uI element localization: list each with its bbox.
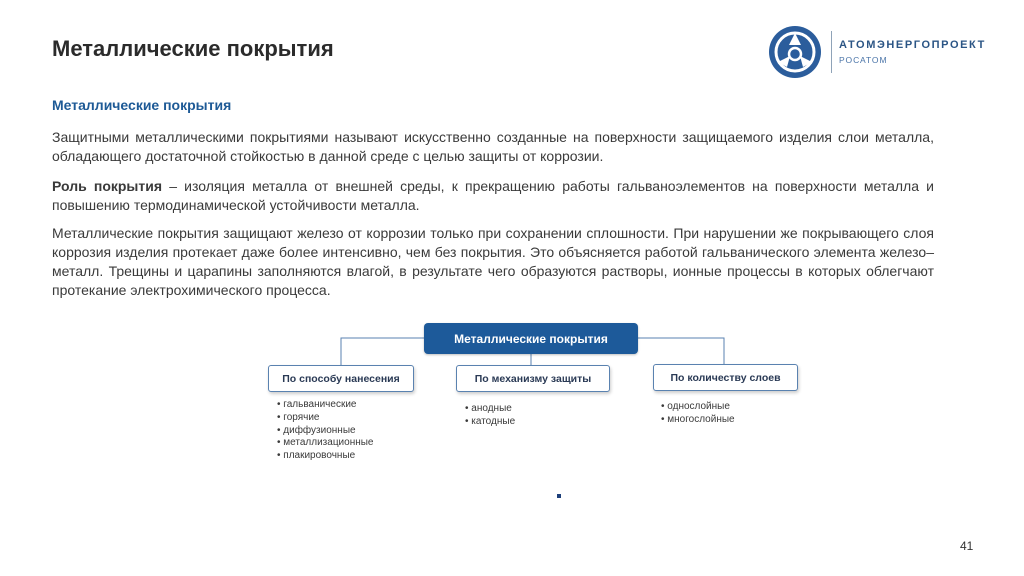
category-box-layers: По количеству слоев <box>653 364 798 391</box>
slide-title: Металлические покрытия <box>52 36 334 61</box>
list-item: • однослойные <box>661 401 735 414</box>
category-box-mechanism: По механизму защиты <box>456 365 610 392</box>
connector-right <box>638 338 724 364</box>
list-item: • анодные <box>465 403 515 416</box>
protection-mechanism-list <box>465 403 515 429</box>
diagram-root-box: Металлические покрытия <box>424 323 638 354</box>
company-logo <box>768 25 988 85</box>
paragraph-role-text: – изоляция металла от внешней среды, к прекращению работы гальваноэлементов на поверхности металла и повышению термодинамической устойчивости металла. <box>52 178 934 213</box>
list-item: • плакировочные <box>277 450 374 463</box>
list-item: • гальванические <box>277 399 374 412</box>
list-item: • многослойные <box>661 414 735 427</box>
logo-company-sub: РОСАТОМ <box>839 55 888 65</box>
paragraph-role <box>52 177 934 215</box>
list-item: • горячие <box>277 412 374 425</box>
rosatom-emblem-icon <box>768 25 822 79</box>
logo-divider <box>831 31 832 73</box>
page-number: 41 <box>960 539 974 553</box>
section-subtitle: Металлические покрытия <box>52 97 232 113</box>
paragraph-continuity: Металлические покрытия защищают железо от коррозии только при сохранении сплошности. При нарушении же покрывающего слоя коррозия изделия протекает даже более интенсивно, чем без покрытия. Это объясняется работой гальванического элемента железо–металл. Трещины и царапины заполняются влагой, в результате чего образуются растворы, ионные процессы в которых облегчают протекание электрохимического процесса. <box>52 225 934 298</box>
decorative-dot <box>557 494 561 498</box>
connector-left <box>341 338 424 365</box>
paragraph-role-term: Роль покрытия <box>52 178 163 194</box>
paragraph-definition: Защитными металлическими покрытиями называют искусственно созданные на поверхности защищаемого изделия слои металла, обладающего достаточной стойкостью в данной среде с целью защиты от коррозии. <box>52 129 934 164</box>
logo-company-name: АТОМЭНЕРГОПРОЕКТ <box>839 39 986 51</box>
list-item: • металлизационные <box>277 437 374 450</box>
list-item: • диффузионные <box>277 425 374 438</box>
layer-count-list <box>661 401 735 427</box>
list-item: • катодные <box>465 416 515 429</box>
category-box-application: По способу нанесения <box>268 365 414 392</box>
application-methods-list <box>277 399 374 463</box>
